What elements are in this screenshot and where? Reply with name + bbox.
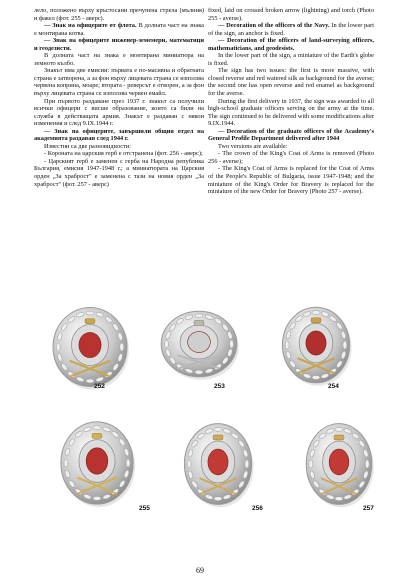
paragraph [208,128,374,143]
paragraph [34,98,204,128]
badge-photo-252 [46,300,134,394]
section-heading: — Знак на офицерите инженер-земемери, математици и геодезисти. [34,37,204,52]
paragraph-text: Two versions are available: [218,142,288,150]
paragraph-text: During the first delivery in 1937, the sign was awarded to all high-school graduate officers serving on the army at the time. The sign continued to be delivered with some modifications after 9.IX.1944. [208,97,374,128]
badge-photo-254 [276,300,356,390]
figure-number-256: 256 [252,505,263,512]
paragraph-text: - The crown of the King's Coat of Arms is removed (Photo 256 - averse); [208,150,374,165]
paragraph [208,98,374,128]
figure-number-252: 252 [94,383,105,390]
paragraph-text: Известни са две разновидности: [44,142,132,150]
badge-photo-255 [54,414,140,512]
page-number: 69 [196,566,204,575]
badge-photo-257 [300,416,378,512]
paragraph [208,7,374,22]
figure-number-257: 257 [363,505,374,512]
figure-number-255: 255 [139,505,150,512]
paragraph [34,128,204,143]
badge-photo-256 [178,416,258,512]
paragraph [208,143,374,151]
section-heading: — Decoration of the officers of land-surveying officers, mathematicians, and geodesists. [208,37,374,52]
paragraph [208,67,374,97]
paragraph [208,165,374,195]
paragraph [34,143,204,151]
paragraph [34,7,204,22]
paragraph-text: Знакът има две емисии: първата е по-масивна и обратната страна е затворена, а за фон върху лицевата страна се използва червена коприна, моаре; втората - реверсът е отворен, а за фон върху лицевата страна се използва червен емайл. [34,67,204,98]
section-heading: — Decoration of the graduate officers of the Academy's General Profile Department delivered after 1944 [208,127,374,143]
paragraph [34,22,204,37]
figure-number-253: 253 [214,383,225,390]
paragraph-text: fixed, laid on crossed broken arrow (lightning) and torch (Photo 255 - averse). [208,7,374,22]
figure-number-254: 254 [328,383,339,390]
paragraph [34,37,204,52]
paragraph [208,52,374,67]
paragraph [208,22,374,37]
paragraph [34,150,204,158]
paragraph [208,37,374,52]
paragraph [34,52,204,67]
paragraph [34,158,204,188]
section-heading: — Знак на офицерите, завършили общия отдел на академията раздаван след 1944 г. [34,127,204,143]
paragraph-text: In the lower part of the sign, a miniature of the Earth's globe is fixed. [208,52,374,67]
paragraph-text: В долната част на знака е монтирана миниатюра на земното кълбо. [34,52,204,67]
paragraph-text: лело, положено върху кръстосани пречупена стрела (мълния) и факел (фот. 255 - аверс). [34,7,204,22]
english-text-column [208,7,374,196]
paragraph-text: - Царският герб е заменен с герба на Народна република България, емисия 1947-1948 г.; а миниатюрата на Царския орден „За храброст" е заменена с тази на новия орден „За храброст" (фот. 257 - аверс) [34,157,204,188]
paragraph [34,67,204,97]
section-heading: — Знак на офицерите от флота. [44,22,137,30]
paragraph [208,150,374,165]
section-heading: — Decoration of the officers of the Navy. [218,22,330,30]
paragraph-text: - Короната на царския герб е отстранена (фот. 256 - аверс); [44,150,203,158]
paragraph-text: В долната част на знака е монтирана котва. [34,22,204,37]
paragraph-text: The sign has two issues: the first is more massive, with closed reverse and red watered silk as background for the averse; the second one has open reverse and red enamel as background for the averse. [208,67,374,98]
badge-photo-253 [154,305,244,383]
paragraph-text: При първото раздаване през 1937 г. знакът са получили всички офицери с висше образование, които са били на служба в действащата армия. Знакът е раздаван с някои изменения и след 9.IX.1944 г. [34,97,204,128]
bulgarian-text-column [34,7,204,188]
paragraph-text: In the lower part of the sign, an anchor is fixed. [208,22,375,37]
paragraph-text: - The King's Coat of Arms is replaced for the Coat of Arms of the People's Republic of Bulgaria, issue 1947-1948; and the miniature of the King's Order for Bravery is replaced for the miniature of the new Order for Bravery (Photo 257 - averse). [208,165,374,196]
